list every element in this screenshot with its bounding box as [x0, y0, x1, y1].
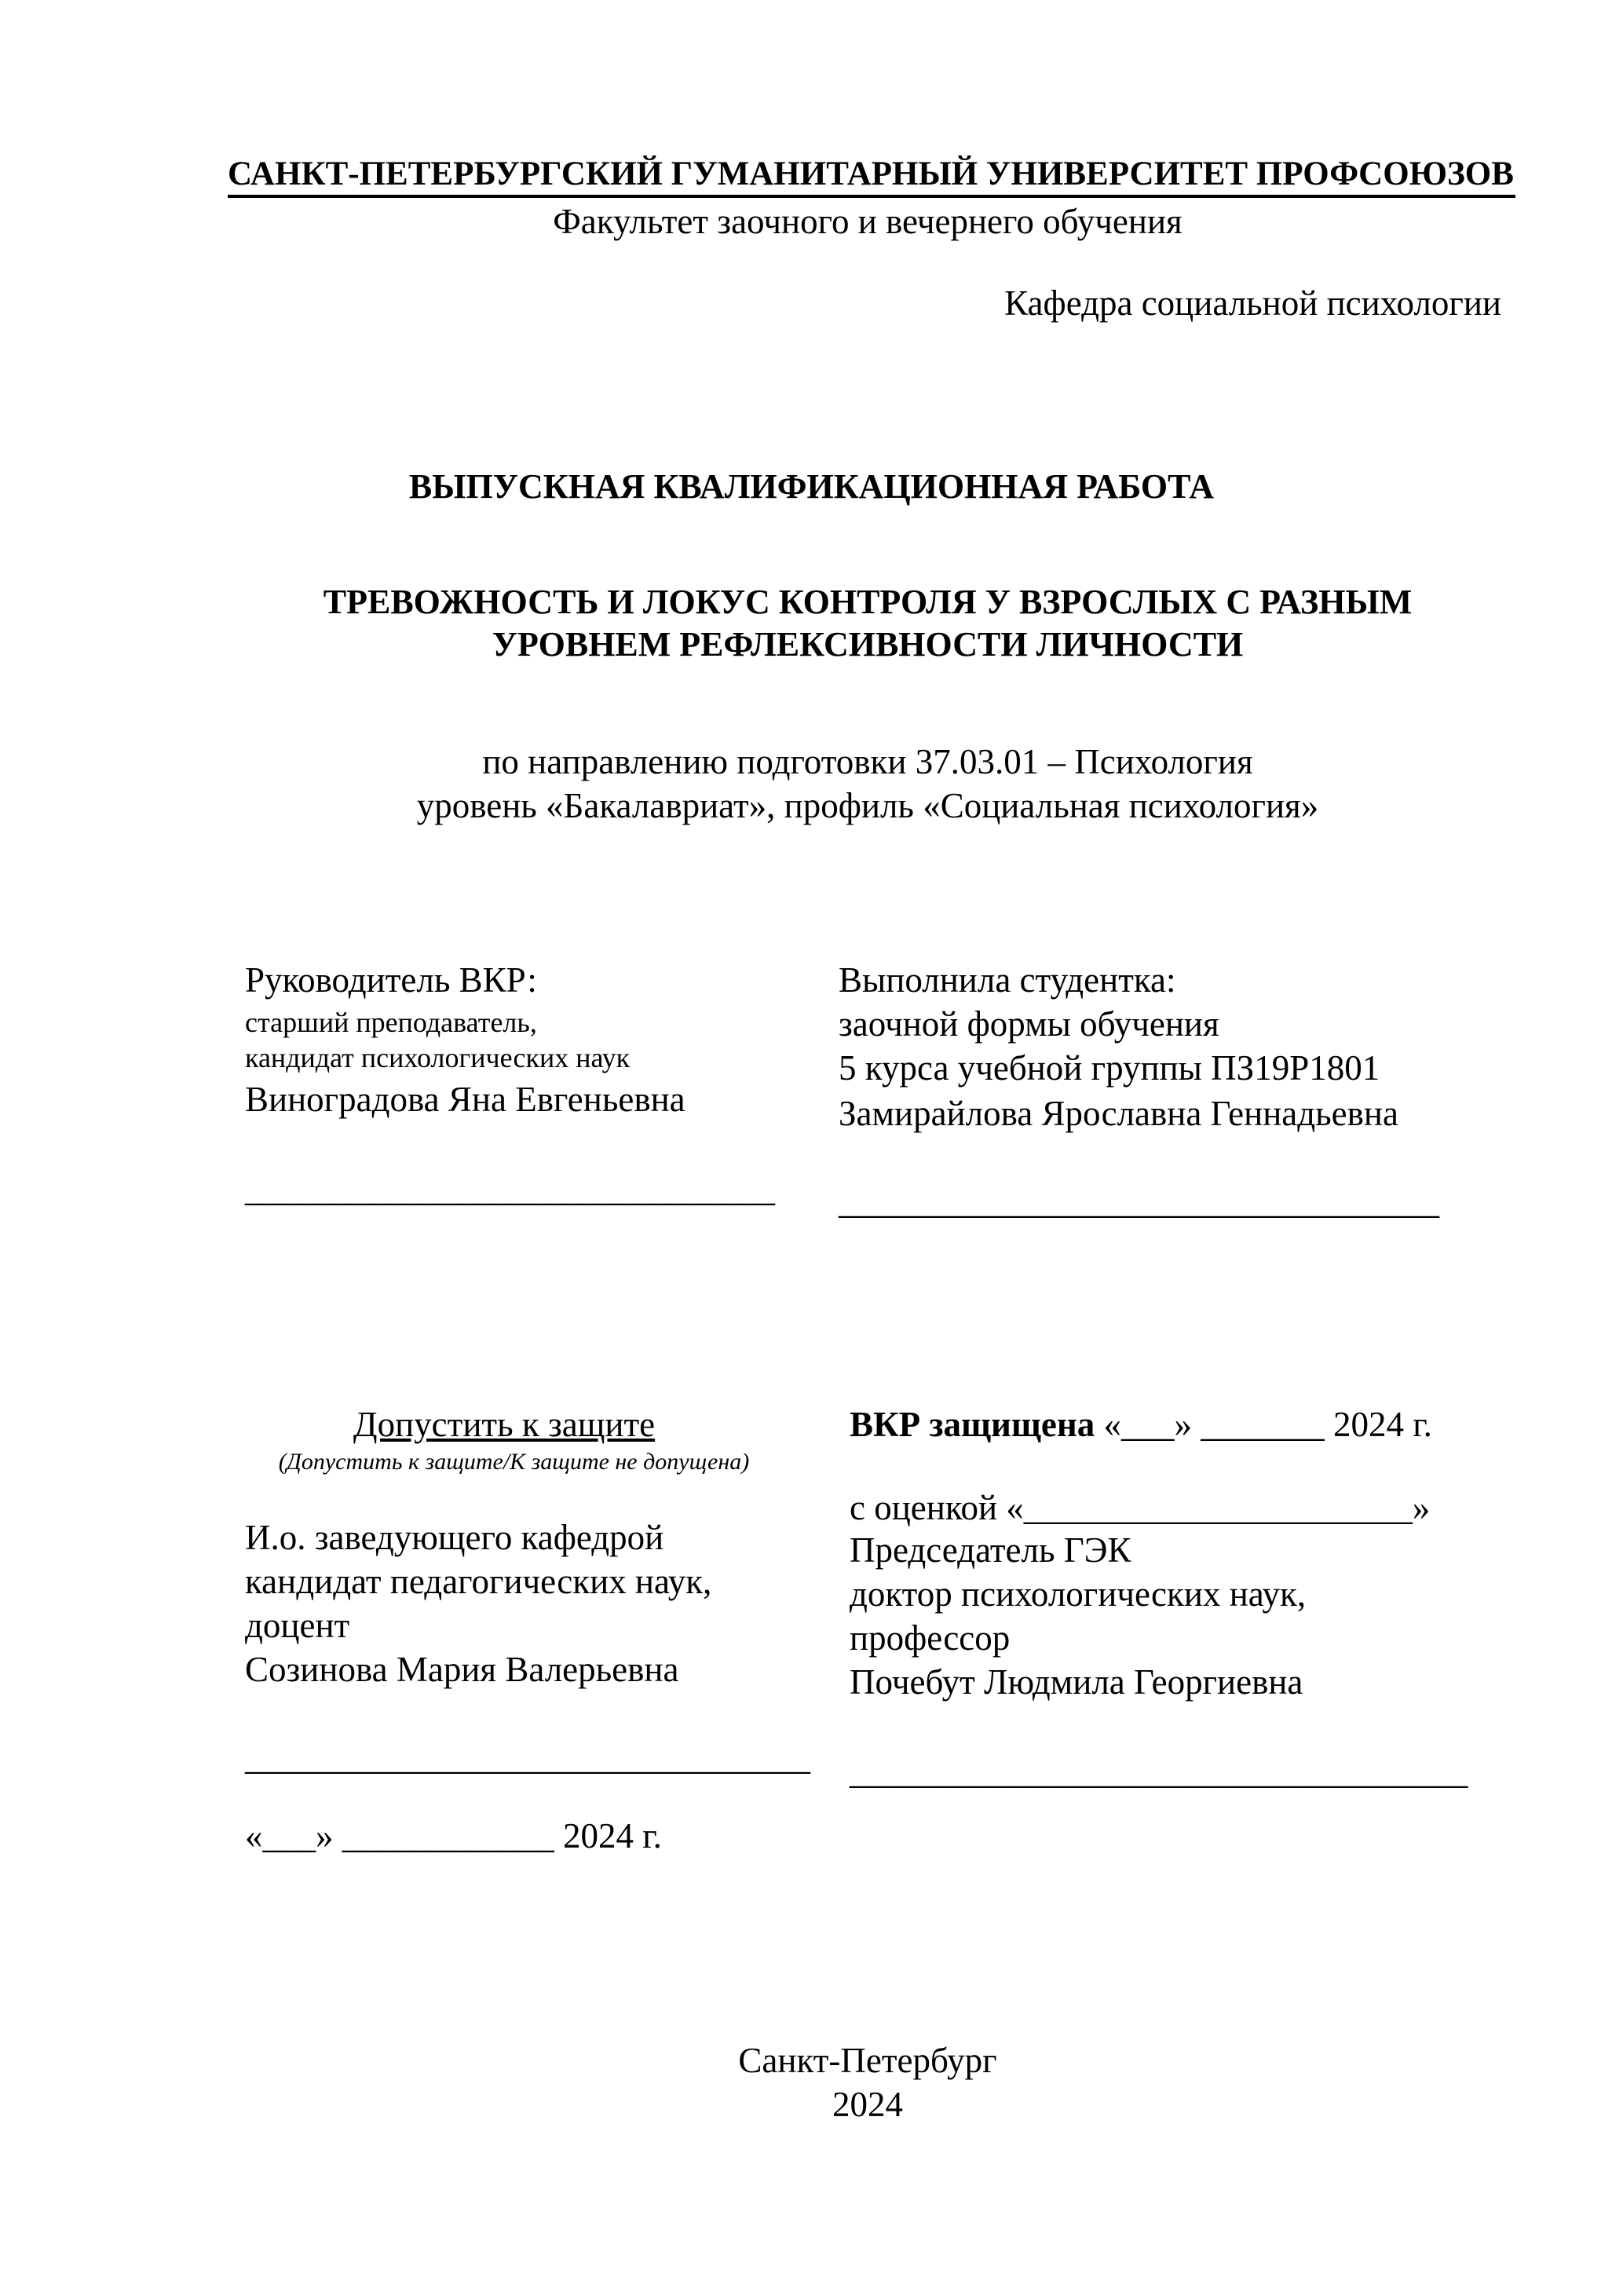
head-degree: кандидат педагогических наук, [245, 1562, 712, 1601]
department-name: Кафедра социальной психологии [1004, 283, 1501, 323]
chairman-title: профессор [850, 1618, 1011, 1658]
work-type: ВЫПУСКНАЯ КВАЛИФИКАЦИОННАЯ РАБОТА [408, 467, 1215, 506]
supervisor-name: Виноградова Яна Евгеньевна [245, 1080, 685, 1119]
head-name: Созинова Мария Валерьевна [245, 1650, 679, 1689]
city: Санкт-Петербург [738, 2041, 997, 2080]
direction-line1: по направлению подготовки 37.03.01 – Психология [482, 742, 1253, 781]
supervisor-heading: Руководитель ВКР: [245, 960, 537, 1000]
head-title: доцент [245, 1606, 350, 1645]
header-rule [228, 195, 1515, 198]
supervisor-signature-line: ______________________________ [245, 1169, 775, 1208]
head-signature-line: ________________________________ [245, 1738, 810, 1777]
defense-status [850, 1402, 1432, 1446]
admission-date-line: «___» ____________ 2024 г. [245, 1816, 662, 1855]
admission-hint: (Допустить к защите/К защите не допущена) [278, 1449, 750, 1475]
student-heading: Выполнила студентка: [839, 960, 1176, 1000]
student-name: Замирайлова Ярославна Геннадьевна [839, 1094, 1398, 1133]
defense-status-label: ВКР защищена [850, 1405, 1095, 1444]
chairman-name: Почебут Людмила Георгиевна [850, 1662, 1303, 1702]
direction-line2: уровень «Бакалавриат», профиль «Социальная психология» [416, 786, 1319, 825]
chairman-degree: доктор психологических наук, [850, 1574, 1307, 1614]
year: 2024 [832, 2085, 903, 2124]
admission-decision: Допустить к защите [353, 1405, 656, 1444]
chairman-signature-line: ___________________________________ [850, 1752, 1468, 1791]
faculty-name: Факультет заочного и вечернего обучения [553, 202, 1183, 241]
university-name: САНКТ-ПЕТЕРБУРГСКИЙ ГУМАНИТАРНЫЙ УНИВЕРСИТЕТ ПРОФСОЮЗОВ [228, 155, 1514, 192]
supervisor-position: старший преподаватель, [245, 1007, 537, 1038]
student-group: 5 курса учебной группы ПЗ19Р1801 [839, 1048, 1380, 1088]
student-form: заочной формы обучения [839, 1004, 1219, 1044]
student-signature-line: __________________________________ [839, 1182, 1439, 1221]
work-title-line2: УРОВНЕМ РЕФЛЕКСИВНОСТИ ЛИЧНОСТИ [492, 625, 1244, 664]
grade-line: с оценкой «______________________» [850, 1488, 1431, 1527]
head-role: И.о. заведующего кафедрой [245, 1518, 664, 1557]
chairman-role: Председатель ГЭК [850, 1530, 1131, 1570]
defense-date: «___» _______ 2024 г. [1095, 1405, 1432, 1444]
work-title-line1: ТРЕВОЖНОСТЬ И ЛОКУС КОНТРОЛЯ У ВЗРОСЛЫХ С РАЗНЫМ [323, 583, 1413, 621]
supervisor-degree: кандидат психологических наук [245, 1042, 631, 1073]
